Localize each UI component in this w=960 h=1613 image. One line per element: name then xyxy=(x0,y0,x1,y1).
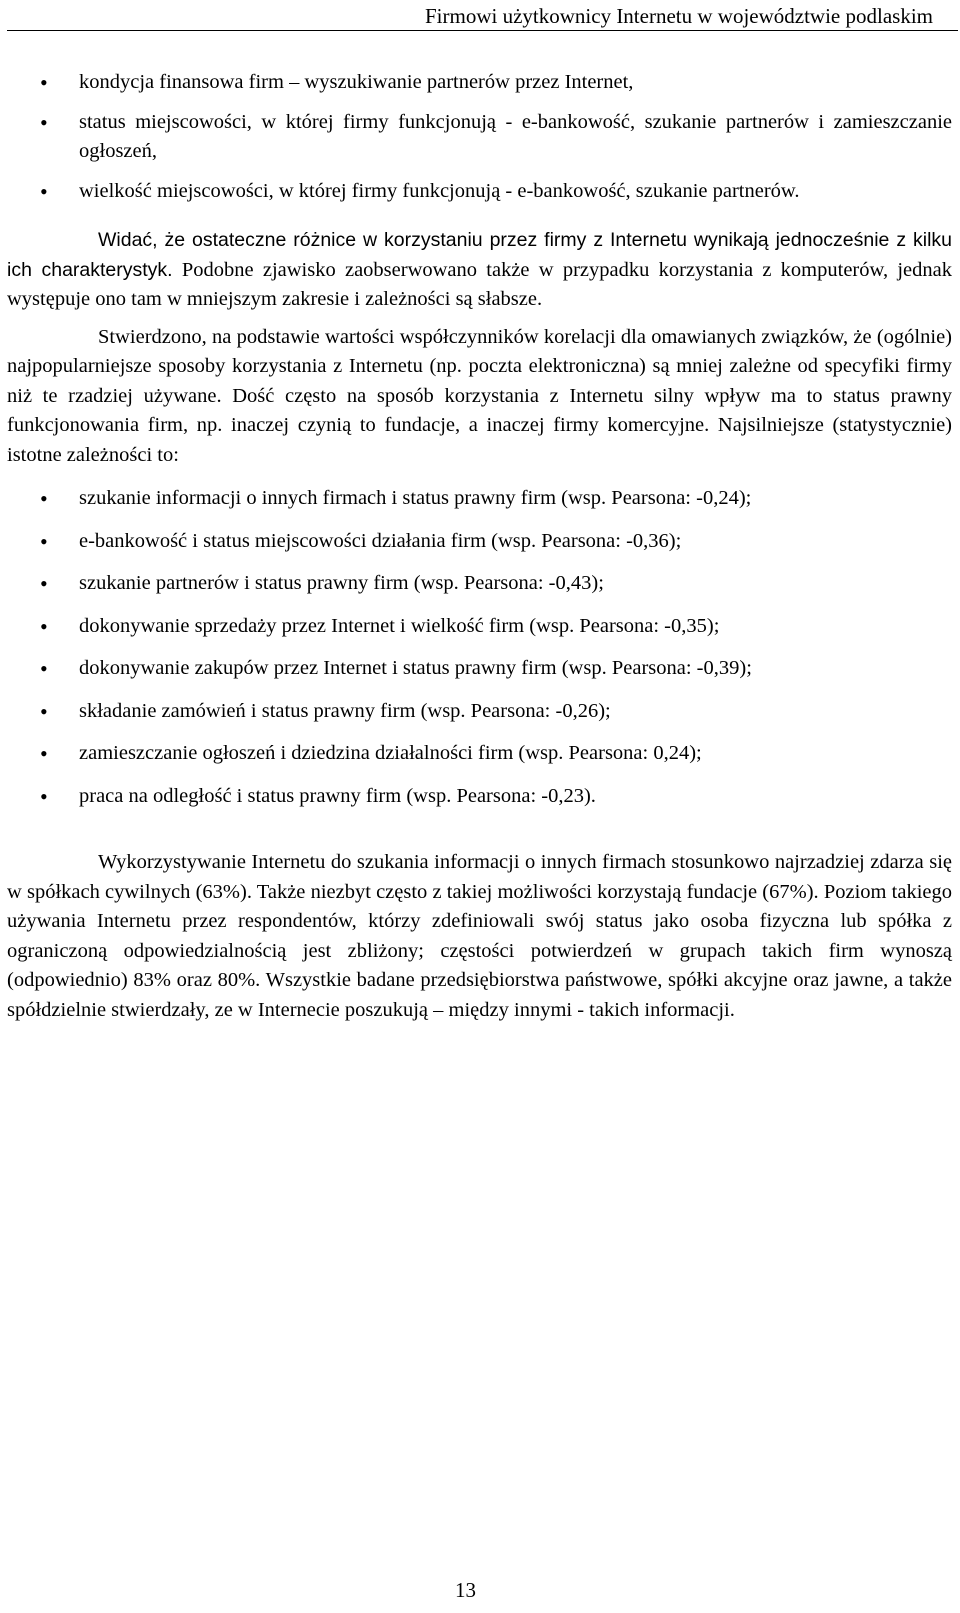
paragraph-correlations-intro: Stwierdzono, na podstawie wartości współczynników korelacji dla omawianych związków, że (ogólnie) najpopularniejsze sposoby korzystania z Internetu (np. poczta elektroniczna) są mniej zależne od specyfiki firmy niż te rzadziej używane. Dość często na sposób korzystania z Internetu silny wpływ ma to status prawny funkcjonowania firm, np. inaczej czynią to fundacje, a inaczej firmy komercyjne. Najsilniejsze (statystycznie) istotne zależności to: xyxy=(7,325,952,466)
list-item: • zamieszczanie ogłoszeń i dziedzina działalności firm (wsp. Pearsona: 0,24); xyxy=(7,739,952,769)
paragraph-text: Podobne zjawisko zaobserwowano także w przypadku korzystania z komputerów, jednak występuje ono tam w mniejszym zakresie i zależności są słabsze. xyxy=(7,258,952,310)
bullet-list-factors xyxy=(7,68,952,206)
page-number: 13 xyxy=(455,1578,476,1602)
list-item: • składanie zamówień i status prawny firm (wsp. Pearsona: -0,26); xyxy=(7,697,952,727)
paragraph-differences xyxy=(7,226,952,315)
paragraph-information-search: Wykorzystywanie Internetu do szukania informacji o innych firmach stosunkowo najrzadziej zdarza się w spółkach cywilnych (63%). Także niezbyt często z takiej możliwości korzystają fundacje (67%). Poziom takiego używania Internetu przez respondentów, którzy zdefiniowali swój status jako osoba fizyczna lub spółka z ograniczoną odpowiedzialnością jest zbliżony; częstości potwierdzeń w grupach takich firm wynoszą (odpowiednio) 83% oraz 80%. Wszystkie badane przedsiębiorstwa państwowe, spółki akcyjne oraz jawne, a także spółdzielnie stwierdzały, ze w Internecie poszukują – między innymi - takich informacji. xyxy=(7,851,952,1021)
list-item: • kondycja finansowa firm – wyszukiwanie partnerów przez Internet, xyxy=(7,68,952,98)
spacer xyxy=(7,824,952,848)
spacer xyxy=(7,216,952,226)
header-rule xyxy=(7,30,958,31)
list-item: • wielkość miejscowości, w której firmy funkcjonują - e-bankowość, szukanie partnerów. xyxy=(7,177,952,207)
bullet-list-correlations xyxy=(7,484,952,811)
paragraph-text: Widać, że ostateczne różnice w korzystaniu przez firmy z Internetu wynikają jednocześnie z kilku ich charakterystyk. xyxy=(7,229,952,281)
spacer xyxy=(7,315,952,323)
running-header: Firmowi użytkownicy Internetu w województwie podlaskim xyxy=(425,4,933,28)
spacer xyxy=(7,470,952,484)
list-item: • praca na odległość i status prawny firm (wsp. Pearsona: -0,23). xyxy=(7,782,952,812)
list-item: • szukanie informacji o innych firmach i status prawny firm (wsp. Pearsona: -0,24); xyxy=(7,484,952,514)
list-item: • szukanie partnerów i status prawny firm (wsp. Pearsona: -0,43); xyxy=(7,569,952,599)
list-item: • dokonywanie zakupów przez Internet i status prawny firm (wsp. Pearsona: -0,39); xyxy=(7,654,952,684)
list-item: • e-bankowość i status miejscowości działania firm (wsp. Pearsona: -0,36); xyxy=(7,527,952,557)
page-content xyxy=(7,68,952,1025)
list-item: • dokonywanie sprzedaży przez Internet i wielkość firm (wsp. Pearsona: -0,35); xyxy=(7,612,952,642)
list-item: • status miejscowości, w której firmy funkcjonują - e-bankowość, szukanie partnerów i zamieszczanie ogłoszeń, xyxy=(7,108,952,167)
